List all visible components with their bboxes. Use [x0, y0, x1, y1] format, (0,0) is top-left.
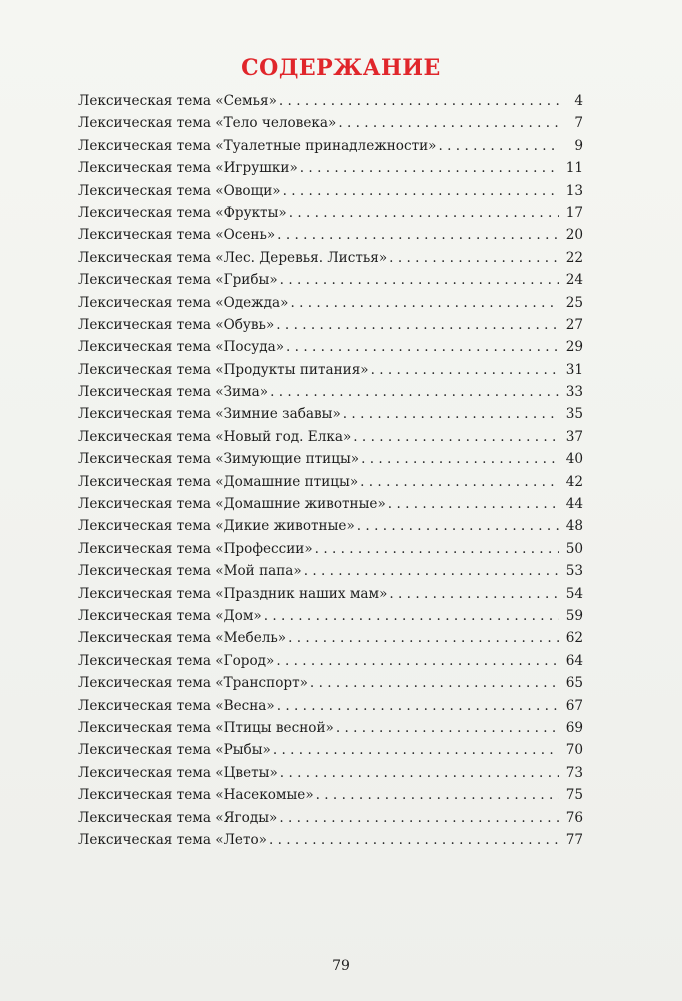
toc-entry [78, 381, 583, 403]
toc-entry [78, 180, 583, 202]
toc-entry [78, 157, 583, 179]
toc-entry-title: Лексическая тема «Продукты питания» [78, 361, 369, 378]
toc-entry-page: 27 [565, 316, 583, 333]
toc-entry [78, 784, 583, 806]
toc-entry [78, 627, 583, 649]
toc-dot-leader [273, 739, 559, 761]
toc-dot-leader [389, 247, 559, 269]
toc-entry-page: 50 [565, 540, 583, 557]
toc-entry [78, 739, 583, 761]
toc-dot-leader [361, 448, 559, 470]
toc-entry-page: 20 [565, 227, 583, 244]
toc-dot-leader [279, 807, 559, 829]
toc-entry [78, 493, 583, 515]
toc-dot-leader [277, 224, 559, 246]
toc-entry-title: Лексическая тема «Новый год. Елка» [78, 428, 352, 445]
toc-dot-leader [360, 471, 559, 493]
toc-entry-title: Лексическая тема «Дом» [78, 607, 262, 624]
toc-dot-leader [439, 135, 560, 157]
toc-entry [78, 426, 583, 448]
toc-dot-leader [310, 672, 559, 694]
toc-entry-page: 17 [565, 204, 583, 221]
toc-entry [78, 583, 583, 605]
toc-entry [78, 247, 583, 269]
toc-dot-leader [388, 493, 559, 515]
toc-dot-leader [336, 717, 559, 739]
toc-dot-leader [304, 560, 559, 582]
toc-entry-page: 62 [565, 630, 583, 647]
toc-dot-leader [280, 762, 559, 784]
toc-entry [78, 605, 583, 627]
page-number: 79 [332, 958, 350, 974]
toc-entry-page: 13 [565, 182, 583, 199]
toc-dot-leader [371, 359, 559, 381]
toc-dot-leader [283, 180, 559, 202]
toc-entry [78, 538, 583, 560]
toc-entry-title: Лексическая тема «Цветы» [78, 764, 278, 781]
toc-entry-title: Лексическая тема «Зимние забавы» [78, 406, 341, 423]
toc-entry-title: Лексическая тема «Рыбы» [78, 742, 271, 759]
toc-dot-leader [315, 538, 559, 560]
toc-entry-title: Лексическая тема «Профессии» [78, 540, 313, 557]
toc-dot-leader [290, 292, 559, 314]
toc-entry [78, 359, 583, 381]
toc-entry-page: 76 [565, 809, 583, 826]
toc-entry-title: Лексическая тема «Мой папа» [78, 563, 302, 580]
toc-entry [78, 135, 583, 157]
toc-entry-title: Лексическая тема «Посуда» [78, 339, 285, 356]
toc-entry [78, 762, 583, 784]
toc-entry-page: 40 [565, 451, 583, 468]
toc-entry [78, 224, 583, 246]
toc-entry-page: 29 [565, 339, 583, 356]
toc-entry-title: Лексическая тема «Одежда» [78, 294, 289, 311]
toc-entry-title: Лексическая тема «Зима» [78, 384, 269, 401]
toc-entry [78, 515, 583, 537]
toc-entry-page: 53 [565, 563, 583, 580]
toc-entry-title: Лексическая тема «Игрушки» [78, 160, 298, 177]
toc-entry-page: 24 [565, 272, 583, 289]
toc-entry-title: Лексическая тема «Лето» [78, 831, 267, 848]
toc-entry-page: 7 [574, 115, 583, 132]
toc-entry-title: Лексическая тема «Осень» [78, 227, 276, 244]
toc-entry-page: 25 [565, 294, 583, 311]
toc-entry-page: 44 [565, 496, 583, 513]
toc-dot-leader [264, 605, 559, 627]
toc-dot-leader [276, 650, 559, 672]
toc-entry [78, 90, 583, 112]
toc-dot-leader [276, 314, 559, 336]
toc-entry-title: Лексическая тема «Мебель» [78, 630, 287, 647]
toc-entry [78, 448, 583, 470]
toc-entry [78, 695, 583, 717]
toc-entry-title: Лексическая тема «Лес. Деревья. Листья» [78, 249, 388, 266]
toc-entry-title: Лексическая тема «Дикие животные» [78, 518, 355, 535]
toc-entry-page: 42 [565, 473, 583, 490]
toc-entry-page: 9 [574, 137, 583, 154]
toc-entry-page: 73 [565, 764, 583, 781]
toc-entry-page: 33 [565, 384, 583, 401]
toc-entry-title: Лексическая тема «Ягоды» [78, 809, 278, 826]
toc-entry [78, 403, 583, 425]
toc-entry-title: Лексическая тема «Овощи» [78, 182, 281, 199]
page-title: СОДЕРЖАНИЕ [241, 54, 441, 81]
toc-entry [78, 829, 583, 851]
toc-dot-leader [357, 515, 559, 537]
toc-entry [78, 112, 583, 134]
toc-dot-leader [286, 336, 559, 358]
toc-entry [78, 269, 583, 291]
toc-entry [78, 471, 583, 493]
toc-entry-page: 77 [565, 831, 583, 848]
toc-entry [78, 202, 583, 224]
toc-entry [78, 336, 583, 358]
toc-entry-title: Лексическая тема «Туалетные принадлежности» [78, 137, 437, 154]
toc-entry-title: Лексическая тема «Птицы весной» [78, 719, 334, 736]
toc-entry-title: Лексическая тема «Обувь» [78, 316, 275, 333]
toc-entry-page: 64 [565, 652, 583, 669]
toc-entry-page: 31 [565, 361, 583, 378]
toc-entry-title: Лексическая тема «Фрукты» [78, 204, 287, 221]
toc-entry [78, 672, 583, 694]
toc-entry [78, 292, 583, 314]
toc-entry-title: Лексическая тема «Домашние животные» [78, 496, 386, 513]
toc-entry-page: 37 [565, 428, 583, 445]
toc-dot-leader [280, 269, 559, 291]
toc-entry-title: Лексическая тема «Праздник наших мам» [78, 585, 388, 602]
toc-dot-leader [300, 157, 559, 179]
toc-entry-title: Лексическая тема «Семья» [78, 93, 277, 109]
toc-entry-title: Лексическая тема «Насекомые» [78, 787, 314, 804]
toc-dot-leader [353, 426, 559, 448]
toc-entry [78, 314, 583, 336]
toc-entry-page: 11 [565, 160, 583, 177]
toc-entry-title: Лексическая тема «Грибы» [78, 272, 278, 289]
toc-entry-page: 70 [565, 742, 583, 759]
toc-dot-leader [279, 90, 559, 112]
toc-entry-title: Лексическая тема «Домашние птицы» [78, 473, 359, 490]
toc-entry-title: Лексическая тема «Транспорт» [78, 675, 308, 692]
toc-dot-leader [343, 403, 559, 425]
toc-entry-title: Лексическая тема «Город» [78, 652, 275, 669]
toc-entry [78, 560, 583, 582]
toc-dot-leader [277, 695, 559, 717]
toc-entry [78, 717, 583, 739]
toc-dot-leader [338, 112, 559, 134]
toc-entry-title: Лексическая тема «Весна» [78, 697, 275, 714]
toc-dot-leader [316, 784, 559, 806]
toc-dot-leader [289, 202, 559, 224]
toc-dot-leader [389, 583, 559, 605]
toc-entry-title: Лексическая тема «Зимующие птицы» [78, 451, 360, 468]
toc-entry-page: 67 [565, 697, 583, 714]
toc-entry-page: 54 [565, 585, 583, 602]
toc-entry-page: 75 [565, 787, 583, 804]
toc-entry-page: 65 [565, 675, 583, 692]
toc-entry-page: 69 [565, 719, 583, 736]
toc-entry-page: 35 [565, 406, 583, 423]
toc-entry-page: 48 [565, 518, 583, 535]
toc-dot-leader [269, 829, 559, 851]
table-of-contents [78, 90, 583, 851]
toc-dot-leader [288, 627, 559, 649]
toc-entry [78, 807, 583, 829]
toc-entry-page: 22 [565, 249, 583, 266]
toc-entry-page: 4 [574, 93, 583, 109]
toc-dot-leader [270, 381, 559, 403]
toc-entry-page: 59 [565, 607, 583, 624]
toc-entry-title: Лексическая тема «Тело человека» [78, 115, 337, 132]
toc-entry [78, 650, 583, 672]
